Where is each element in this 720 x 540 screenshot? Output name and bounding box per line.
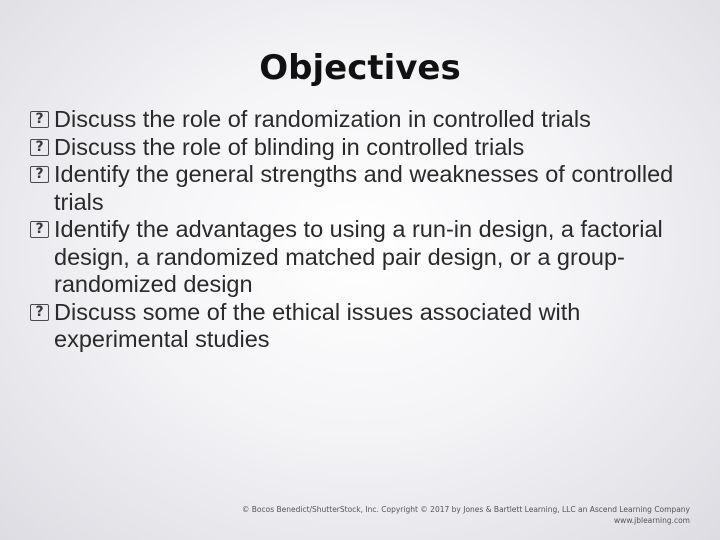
missing-glyph-bullet-icon: ? (30, 111, 49, 128)
missing-glyph-bullet-icon: ? (30, 304, 49, 321)
objective-item (30, 299, 705, 354)
copyright-footer (242, 504, 690, 526)
objective-text: Discuss some of the ethical issues associated with experimental studies (54, 298, 581, 352)
missing-glyph-bullet-icon: ? (30, 139, 49, 156)
missing-glyph-bullet-icon: ? (30, 166, 49, 183)
objective-item (30, 161, 705, 216)
objective-item (30, 216, 705, 299)
objective-text: Discuss the role of randomization in controlled trials (54, 106, 591, 132)
objective-text: Identify the advantages to using a run-in design, a factorial design, a randomized matched pair design, or a group-randomized design (54, 216, 663, 297)
missing-glyph-bullet-icon: ? (30, 221, 49, 238)
publisher-url: www.jblearning.com (614, 516, 690, 525)
objective-text: Identify the general strengths and weaknesses of controlled trials (54, 161, 674, 215)
objectives-list (30, 106, 705, 354)
objective-text: Discuss the role of blinding in controlled trials (54, 133, 525, 160)
objective-item (30, 134, 705, 162)
objective-item (30, 106, 705, 134)
slide-title: Objectives (259, 48, 461, 88)
copyright-notice: © Bocos Benedict/ShutterStock, Inc. Copyright © 2017 by Jones & Bartlett Learning, LLC an Ascend Learning Company (241, 505, 690, 514)
